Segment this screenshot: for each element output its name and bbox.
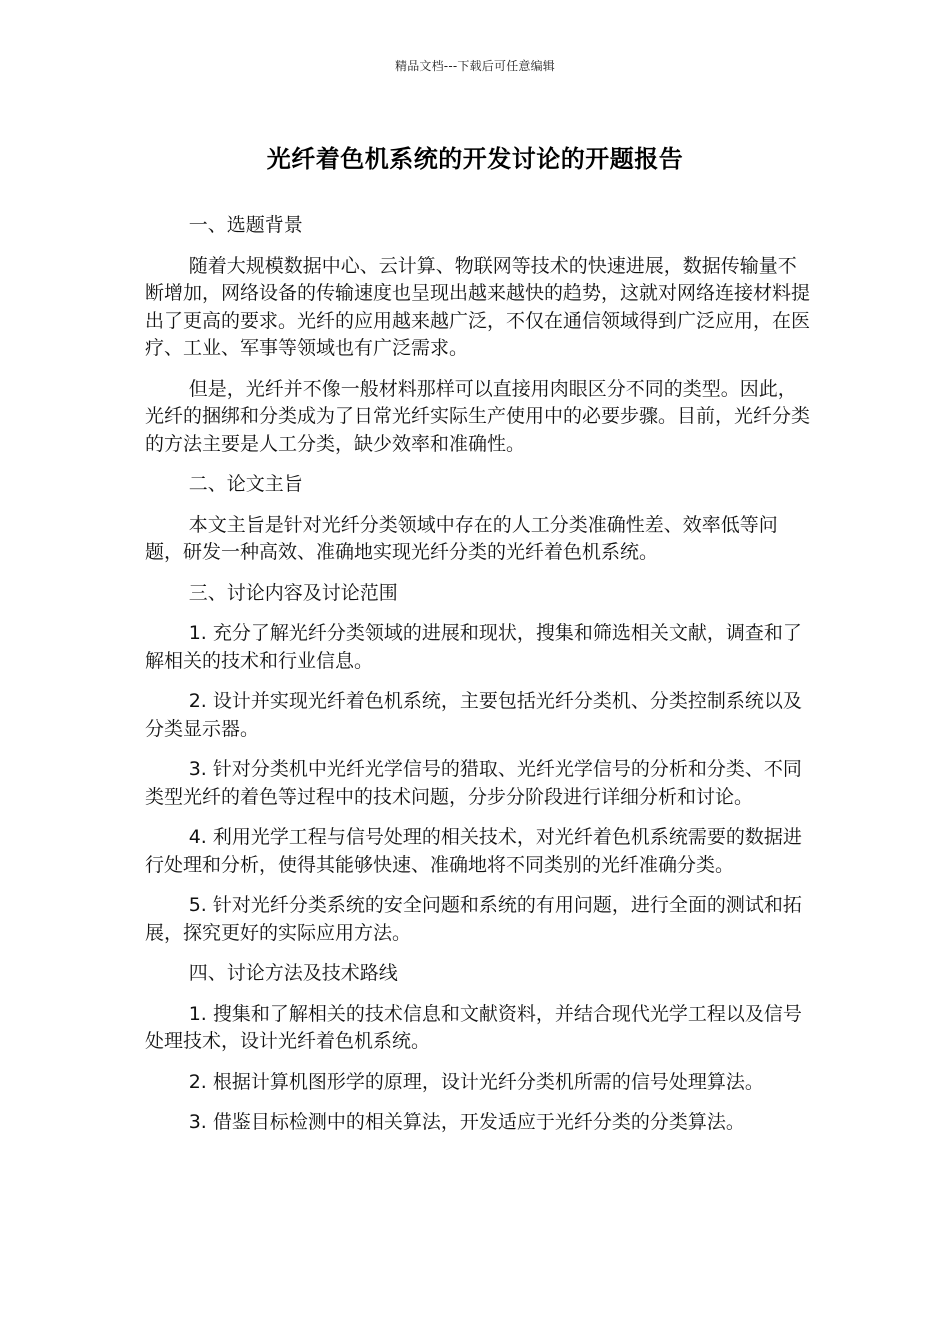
list-item: 5. 针对光纤分类系统的安全问题和系统的有用问题，进行全面的测试和拓展，探究更好的实际应用方法。 — [145, 894, 802, 944]
section-heading: 二、论文主旨 — [188, 473, 303, 495]
document-title: 光纤着色机系统的开发讨论的开题报告 — [266, 145, 684, 173]
list-item: 4. 利用光学工程与信号处理的相关技术，对光纤着色机系统需要的数据进行处理和分析，使得其能够快速、准确地将不同类别的光纤准确分类。 — [145, 826, 802, 876]
paragraph: 随着大规模数据中心、云计算、物联网等技术的快速进展，数据传输量不断增加，网络设备的传输速度也呈现出越来越快的趋势，这就对网络连接材料提出了更高的要求。光纤的应用越来越广泛，不仅在通信领域得到广泛应用，在医疗、工业、军事等领域也有广泛需求。 — [145, 254, 811, 359]
page-header: 精品文档---下载后可任意编辑 — [395, 59, 555, 73]
list-item: 3. 借鉴目标检测中的相关算法，开发适应于光纤分类的分类算法。 — [188, 1111, 745, 1133]
list-item: 1. 搜集和了解相关的技术信息和文献资料，并结合现代光学工程以及信号处理技术，设计光纤着色机系统。 — [145, 1002, 802, 1052]
list-item: 1. 充分了解光纤分类领域的进展和现状，搜集和筛选相关文献，调查和了解相关的技术和行业信息。 — [145, 622, 802, 672]
paragraph: 但是，光纤并不像一般材料那样可以直接用肉眼区分不同的类型。因此，光纤的捆绑和分类成为了日常光纤实际生产使用中的必要步骤。目前，光纤分类的方法主要是人工分类，缺少效率和准确性。 — [145, 377, 811, 455]
document-body — [145, 212, 813, 1150]
section-heading: 三、讨论内容及讨论范围 — [188, 581, 398, 604]
paragraph: 本文主旨是针对光纤分类领域中存在的人工分类准确性差、效率低等问题，研发一种高效、准确地实现光纤分类的光纤着色机系统。 — [145, 513, 778, 563]
list-item: 2. 根据计算机图形学的原理，设计光纤分类机所需的信号处理算法。 — [188, 1070, 764, 1093]
list-item: 3. 针对分类机中光纤光学信号的猎取、光纤光学信号的分析和分类、不同类型光纤的着色等过程中的技术问题，分步分阶段进行详细分析和讨论。 — [145, 758, 802, 808]
section-heading: 一、选题背景 — [188, 214, 303, 236]
section-heading: 四、讨论方法及技术路线 — [188, 962, 398, 984]
list-item: 2. 设计并实现光纤着色机系统，主要包括光纤分类机、分类控制系统以及分类显示器。 — [145, 690, 802, 740]
